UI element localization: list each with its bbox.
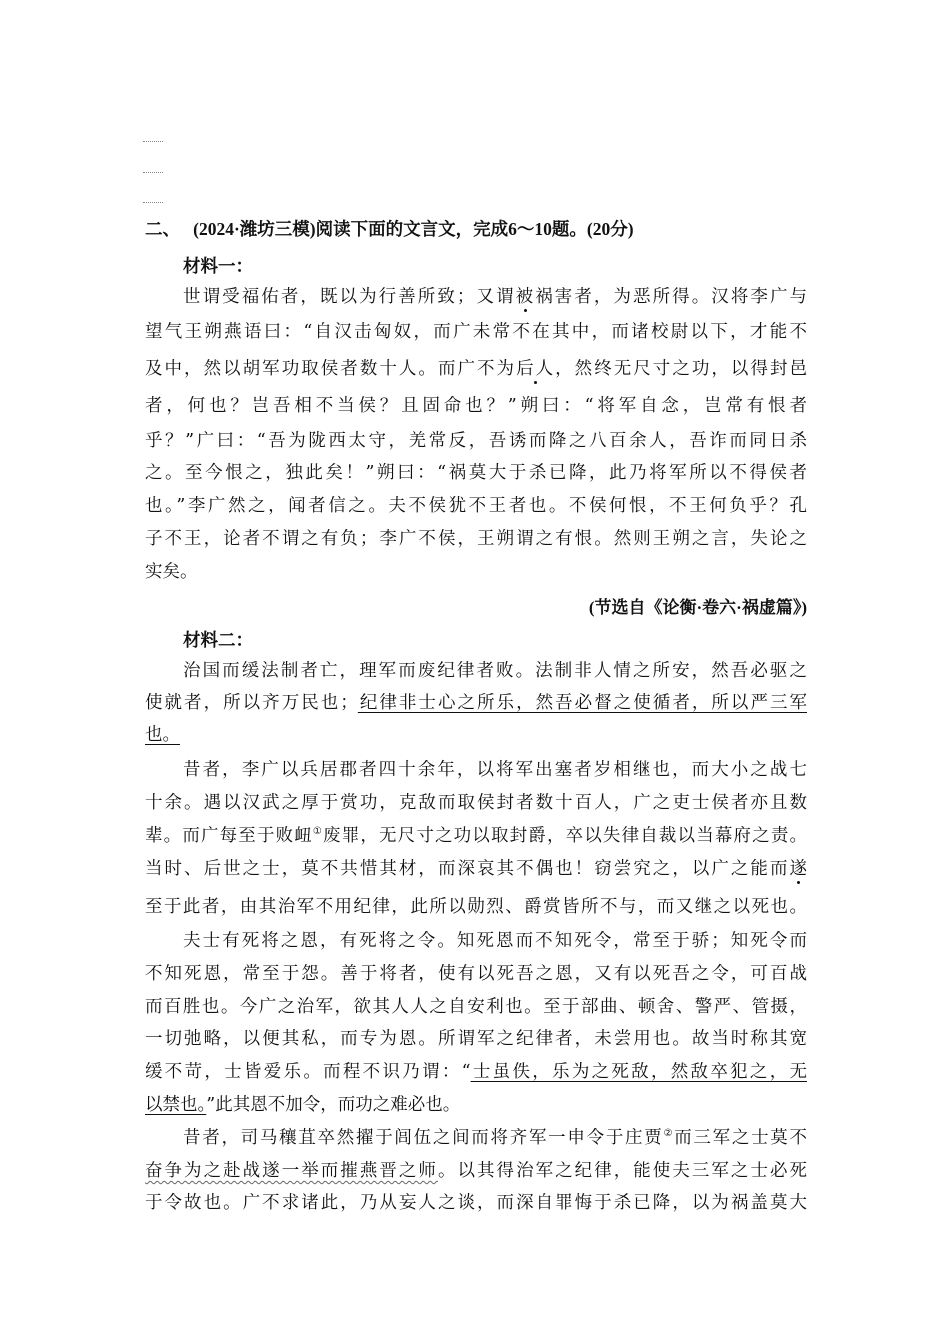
text-line: 治国而缓法制者亡，理军而废纪律者败。法制非人情之所安，然吾必驱之 [183,661,807,681]
text-line: 而百胜也。今广之治军，欲其人人之自安利也。至于部曲、顿舍、警严、管摄， [145,997,807,1017]
dotted-marker [143,202,163,204]
underlined-sentence: 士虽佚，乐为之死敌，然敌卒犯之，无 [470,1062,807,1082]
text-line: 及中，然以胡军功取侯者数十人。而广不为后人，然终无尺寸之功，以得封邑 [145,359,808,379]
text-line: 者，何也？岂吾相不当侯？且固命也？”朔曰：“将军自念，岂常有恨者 [145,396,807,416]
text-line: 望气王朔燕语曰：“自汉击匈奴，而广未常不在其中，而诸校尉以下，才能不 [145,322,807,342]
text-line: 以禁也。”此其恩不加令，而功之难必也。 [145,1095,461,1115]
text-line: 当时、后世之士，莫不共惜其材，而深哀其不偶也！窃尝究之，以广之能而遂 [145,859,807,879]
emphasis-char: 后人 [516,359,556,379]
text-line: 夫士有死将之恩，有死将之令。知死恩而不知死令，常至于骄；知死令而 [183,931,807,951]
underlined-sentence: 纪律非士心之所乐，然吾必督之使循者，所以严三军 [357,693,808,713]
text-line: 于令故也。广不求诸此，乃从妄人之谈，而深自罪悔于杀已降，以为祸盖莫大 [145,1193,807,1213]
underlined-sentence: 也。 [145,725,180,745]
emphasis-char: 遂 [789,859,807,879]
text-line: 使就者，所以齐万民也；纪律非士心之所乐，然吾必督之使循者，所以严三军 [145,693,808,713]
material1-label: 材料一： [183,257,253,277]
text-line: 辈。而广每至于败衄①废罪，无尺寸之功以取封爵，卒以失律自裁以当幕府之责。 [145,826,807,846]
underlined-sentence: 以禁也。 [145,1095,207,1115]
section-heading [145,216,634,241]
text-line: 一切弛略，以便其私，而专为恩。所谓军之纪律者，未尝用也。故当时称其宽 [145,1029,807,1049]
text-line: 十余。遇以汉武之厚于赏功，克敌而取侯封者数十百人，广之吏士侯者亦且数 [145,793,807,813]
material2-label: 材料二： [183,631,253,651]
text-line: 也。”李广然之，闻者信之。夫不侯犹不王者也。不侯何恨，不王何负乎？孔 [145,496,807,516]
footnote-mark: ① [312,826,324,838]
text-line: 不知死恩，常至于怨。善于将者，使有以死吾之恩，又有以死吾之令，可百战 [145,964,807,984]
text-line: 奋争为之赴战遂一举而摧燕晋之师。以其得治军之纪律，能使夫三军之士必死 [145,1161,808,1181]
dotted-marker [143,141,163,143]
text-line: 实矣。 [145,562,198,582]
text-line: 昔者，李广以兵居郡者四十余年，以将军出塞者岁相继也，而大小之战七 [183,760,807,780]
footnote-mark: ② [663,1128,675,1140]
dotted-marker [143,172,163,174]
text-line: 世谓受福佑者，既以为行善所致；又谓被祸害者，为恶所得。汉将李广与 [183,287,808,307]
text-line: 乎？”广曰：“吾为陇西太守，羌常反，吾诱而降之八百余人，吾诈而同日杀 [145,431,807,451]
emphasis-char: 被 [515,287,536,307]
text-line: 缓不苛，士皆爱乐。而程不识乃谓：“士虽佚，乐为之死敌，然敌卒犯之，无 [145,1062,807,1082]
text-line: 昔者，司马穰苴卒然擢于闾伍之间而将齐军一申令于庄贾②而三军之士莫不 [183,1128,808,1148]
section-title: (2024·潍坊三模)阅读下面的文言文，完成6～10题。(20分) [193,219,634,239]
text-line [145,723,807,747]
text-line: 至于此者，由其治军不用纪律，此所以勋烈、爵赏皆所不与，而又继之以死也。 [145,897,807,917]
text-line: 子不王，论者不谓之有负；李广不侯，王朔谓之有恨。然则王朔之言，失论之 [145,529,807,549]
source-citation: (节选自《论衡·卷六·祸虚篇》) [588,598,807,617]
wavy-underlined-sentence: 奋争为之赴战遂一举而摧燕晋之师 [145,1161,438,1181]
text-line: 之。至今恨之，独此矣！”朔曰：“祸莫大于杀已降，此乃将军所以不得侯者 [145,463,807,483]
section-number: 二、 [145,219,180,239]
